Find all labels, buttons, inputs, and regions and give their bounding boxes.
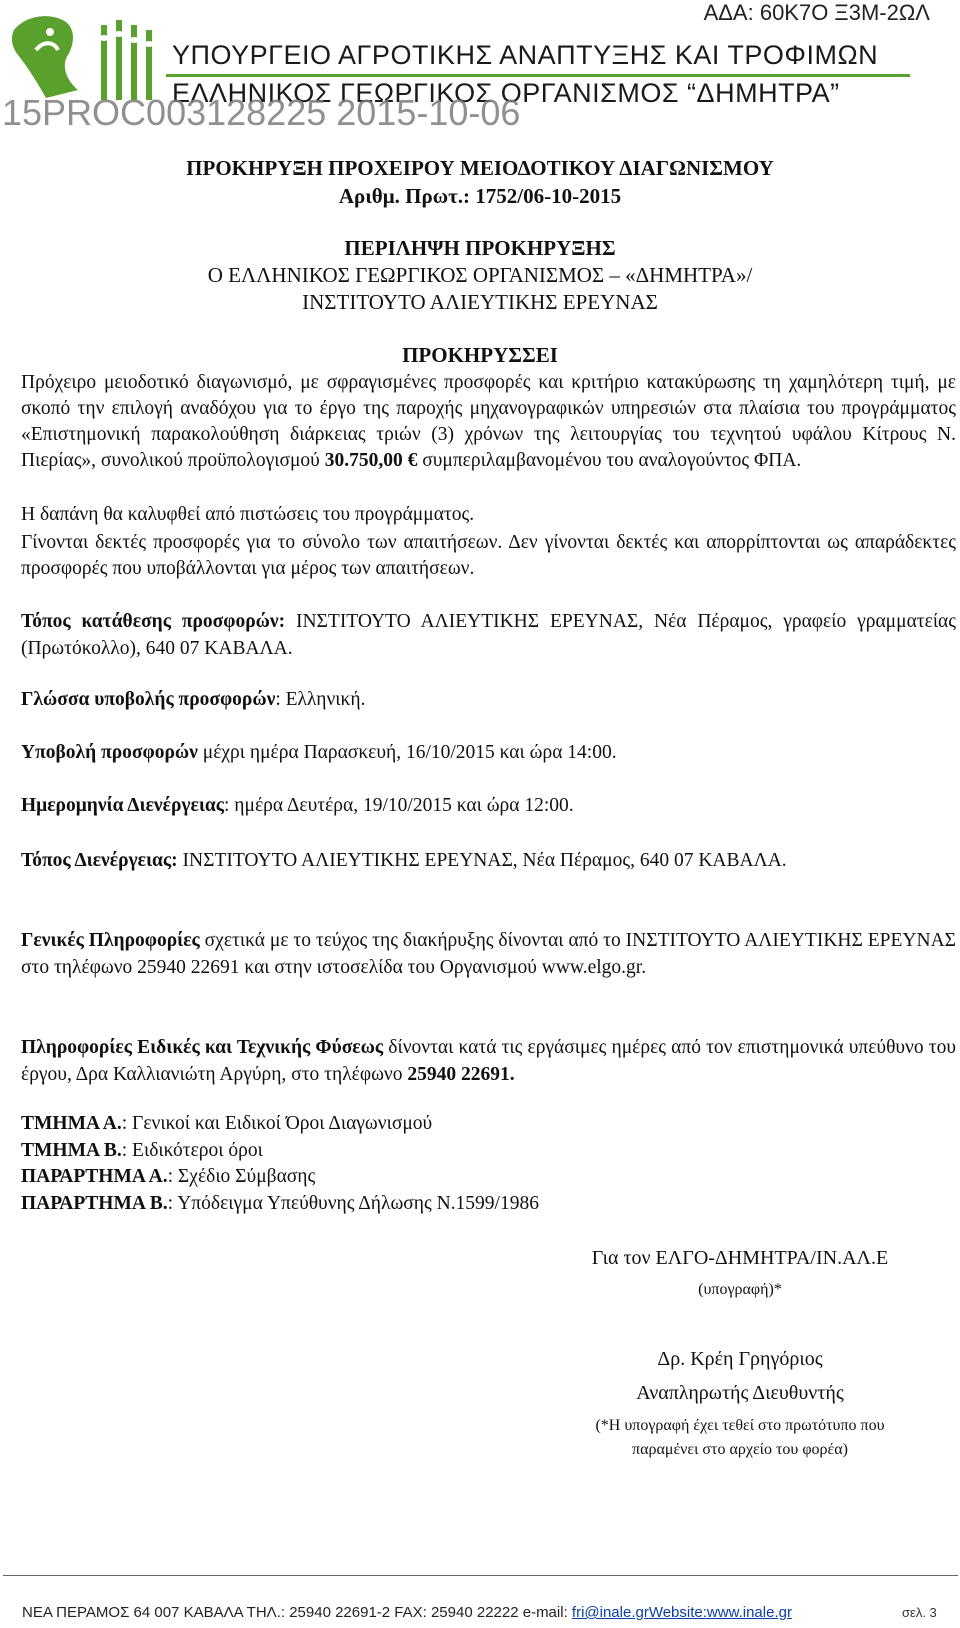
elgo-dimitra-logo-icon [6,10,161,105]
footer-contact [22,1604,792,1621]
place-label: Τόπος κατάθεσης προσφορών: [21,611,286,632]
footer-email-link[interactable]: fri@inale.gr [571,1604,649,1621]
signatory-name: Δρ. Κρέη Γρηγόριος [657,1348,823,1370]
special-value: δίνονται κατά τις εργάσιμες ημέρες από τον επιστημονικά υπεύθυνο του έργου, Δρα Καλλιανιώτη Αργύρη, στο τηλέφωνο [21,1037,957,1085]
tender-date [21,795,574,817]
offers-paragraph: Γίνονται δεκτές προσφορές για το σύνολο των απαιτήσεων. Δεν γίνονται δεκτές και απορρίπτονται ως απαράδεκτες προσφορές που υποβάλλονται για μέρος των απαιτήσεων. [21,532,956,579]
section-label: ΠΑΡΑΡΤΗΜΑ Β. [21,1193,168,1214]
intro-paragraph [21,370,956,474]
signature-note-1: (*Η υπογραφή έχει τεθεί στο πρωτότυπο που [595,1417,885,1434]
summary-heading: ΠΕΡΙΛΗΨΗ ΠΡΟΚΗΡΥΞΗΣ [344,236,616,260]
footer-divider [3,1575,958,1576]
lang-value: : Ελληνική. [275,689,366,710]
procurement-stamp: 15PROC003128225 2015-10-06 [2,92,521,133]
section-item [21,1113,432,1135]
signature-note-2: παραμένει στο αρχείο του φορέα) [632,1441,848,1458]
page-number: σελ. 3 [902,1605,937,1620]
signature-for: Για τον ΕΛΓΟ-ΔΗΜΗΤΡΑ/ΙΝ.ΑΛ.Ε [591,1247,889,1269]
special-info [21,1034,956,1088]
signatory-role: Αναπληρωτής Διευθυντής [636,1382,844,1404]
section-text: : Υπόδειγμα Υπεύθυνης Δήλωσης Ν.1599/1986 [167,1193,539,1214]
section-item [21,1193,539,1215]
announces-heading: ΠΡΟΚΗΡΥΣΣΕΙ [402,343,558,367]
date-value: : ημέρα Δευτέρα, 19/10/2015 και ώρα 12:00. [224,795,574,816]
document-title: ΠΡΟΚΗΡΥΞΗ ΠΡΟΧΕΙΡΟΥ ΜΕΙΟΔΟΤΙΚΟΥ ΔΙΑΓΩΝΙΣΜΟΥ [186,156,774,180]
submit-label: Υποβολή προσφορών [21,742,198,763]
date-label: Ημερομηνία Διενέργειας [21,795,224,816]
section-text: : Γενικοί και Ειδικοί Όροι Διαγωνισμού [121,1113,433,1134]
general-value: σχετικά με το τεύχος της διακήρυξης δίνονται από το ΙΝΣΤΙΤΟΥΤΟ ΑΛΙΕΥΤΙΚΗΣ ΕΡΕΥΝΑΣ στο τηλέφωνο 25940 22691 και στην ιστοσελίδα του Οργανισμού www.elgo.gr. [21,930,956,978]
submission-place [21,608,956,662]
general-label: Γενικές Πληροφορίες [21,930,200,951]
organization-line-2: ΙΝΣΤΙΤΟΥΤΟ ΑΛΙΕΥΤΙΚΗΣ ΕΡΕΥΝΑΣ [302,290,658,314]
place-value: ΙΝΣΤΙΤΟΥΤΟ ΑΛΙΕΥΤΙΚΗΣ ΕΡΕΥΝΑΣ, Νέα Πέραμος, γραφείο γραμματείας (Πρωτόκολλο), 640 07 ΚΑΒΑΛΑ. [21,611,956,659]
footer-website-link[interactable]: Website:www.inale.gr [648,1604,792,1621]
organization-line-1: Ο ΕΛΛΗΝΙΚΟΣ ΓΕΩΡΓΙΚΟΣ ΟΡΓΑΝΙΣΜΟΣ – «ΔΗΜΗΤΡΑ»/ [207,263,753,287]
section-item [21,1140,263,1162]
header-divider [166,74,910,77]
funding-text: Η δαπάνη θα καλυφθεί από πιστώσεις του προγράμματος. [21,504,475,525]
lang-label: Γλώσσα υποβολής προσφορών [21,689,276,710]
section-item [21,1166,315,1188]
submit-value: μέχρι ημέρα Παρασκευή, 16/10/2015 και ώρα 14:00. [197,742,617,763]
special-phone: 25940 22691. [407,1064,515,1085]
section-label: ΤΜΗΜΑ Α. [21,1113,122,1134]
section-label: ΤΜΗΜΑ Β. [21,1140,122,1161]
budget-amount: 30.750,00 € [324,450,418,471]
ministry-title: ΥΠΟΥΡΓΕΙΟ ΑΓΡΟΤΙΚΗΣ ΑΝΑΠΤΥΞΗΣ ΚΑΙ ΤΡΟΦΙΜΩΝ [172,40,879,70]
language [21,689,365,711]
general-info [21,927,956,981]
protocol-number: Αριθμ. Πρωτ.: 1752/06-10-2015 [338,184,622,208]
venue-value: ΙΝΣΤΙΤΟΥΤΟ ΑΛΙΕΥΤΙΚΗΣ ΕΡΕΥΝΑΣ, Νέα Πέραμος, 640 07 ΚΑΒΑΛΑ. [177,850,787,871]
section-text: : Ειδικότεροι όροι [121,1140,263,1161]
tender-venue [21,847,956,874]
special-label: Πληροφορίες Ειδικές και Τεχνικής Φύσεως [21,1037,384,1058]
section-label: ΠΑΡΑΡΤΗΜΑ Α. [21,1166,168,1187]
section-text: : Σχέδιο Σύμβασης [167,1166,316,1187]
footer-address: ΝΕΑ ΠΕΡΑΜΟΣ 64 007 ΚΑΒΑΛΑ ΤΗΛ.: 25940 22691-2 FAX: 25940 22222 e-mail: [22,1604,572,1621]
intro-text: Πρόχειρο μειοδοτικό διαγωνισμό, με σφραγισμένες προσφορές και κριτήριο κατακύρωσης τη χαμηλότερη τιμή, με σκοπό την επιλογή αναδόχου για το έργο της παροχής μηχανογραφικών υπηρεσιών στα πλαίσια του προγράμματος «Επιστημονική παρακολούθηση διάρκειας τριών (3) χρόνων της λειτουργίας του τεχνητού υφάλου Κίτρους Ν. Πιερίας», συνολικού προϋπολογισμού [21,372,956,471]
submission-deadline [21,742,617,764]
budget-rest: συμπεριλαμβανομένου του αναλογούντος ΦΠΑ. [417,450,802,471]
venue-label: Τόπος Διενέργειας: [21,850,178,871]
ada-code: ΑΔΑ: 60Κ7Ο Ξ3Μ-2ΩΛ [703,0,930,25]
signature-placeholder: (υπογραφή)* [698,1281,782,1298]
organization-title: ΕΛΛΗΝΙΚΟΣ ΓΕΩΡΓΙΚΟΣ ΟΡΓΑΝΙΣΜΟΣ “ΔΗΜΗΤΡΑ” [172,78,840,108]
